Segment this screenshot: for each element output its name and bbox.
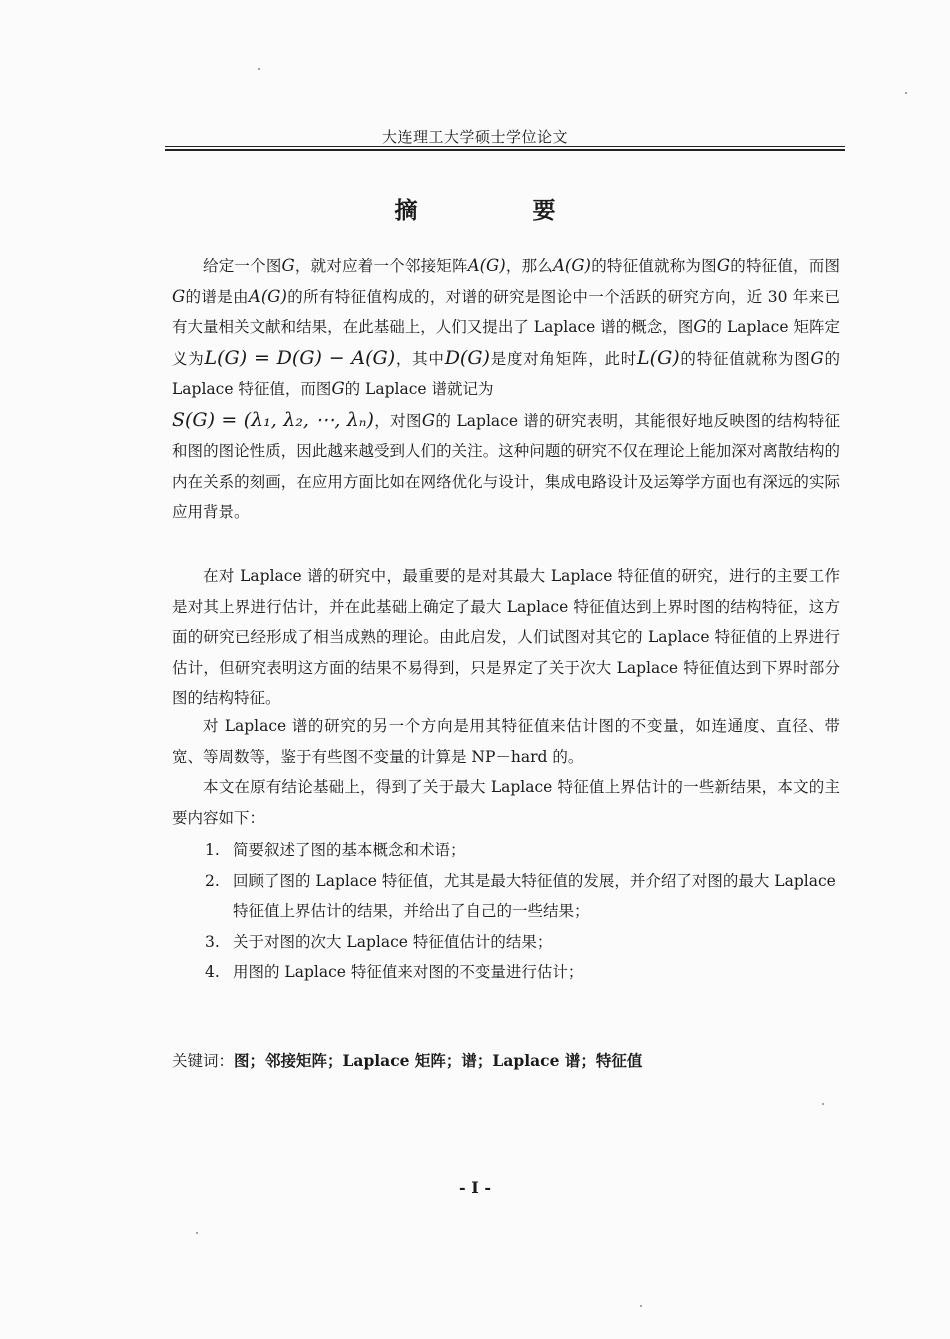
math-G: G (331, 379, 345, 398)
header-rule-thick (165, 149, 845, 151)
page-number: - I - (459, 1178, 491, 1197)
text-run: 的 Laplace 矩阵定义为 (172, 318, 840, 368)
text-run: 的所有特征值构成的，对谱的研究是图论中一个活跃的研究方向，近 30 年来已有大量相关文献和结果，在此基础上，人们又提出了 Laplace 谱的概念，图 (172, 287, 840, 336)
text-run: 的特征值就称为图 (590, 257, 717, 275)
abstract-paragraph-1 (172, 251, 840, 528)
header-title: 大连理工大学硕士学位论文 (381, 128, 568, 146)
list-item (205, 866, 845, 927)
list-text: 关于对图的次大 Laplace 特征值估计的结果； (233, 932, 553, 951)
list-number: 1. (205, 841, 220, 859)
math-spectrum: S(G) = (λ₁, λ₂, ⋯, λₙ) (172, 408, 374, 431)
list-number: 3. (205, 932, 220, 951)
math-L-of-G: L(G) (637, 346, 680, 369)
math-G: G (810, 348, 824, 368)
scan-speck (822, 1103, 824, 1105)
abstract-paragraph-2 (172, 561, 840, 714)
list-number: 4. (205, 963, 220, 981)
list-item (205, 957, 845, 988)
text-run: ，其中 (395, 349, 445, 368)
list-text: 简要叙述了图的基本概念和术语； (233, 841, 466, 859)
math-A-of-G: A(G) (553, 256, 591, 275)
list-number: 2. (205, 871, 220, 890)
math-G: G (716, 256, 731, 275)
abstract-title: 摘 要 (394, 197, 602, 224)
header-rule (165, 146, 845, 147)
math-laplacian-definition: L(G) = D(G) − A(G) (204, 346, 396, 369)
paragraph-text: 本文在原有结论基础上，得到了关于最大 Laplace 特征值上界估计的一些新结果，本文的主要内容如下： (172, 778, 840, 827)
list-text: 用图的 Laplace 特征值来对图的不变量进行估计； (233, 963, 584, 981)
text-run: 的 Laplace 谱就记为 (344, 380, 494, 398)
text-run: ，就对应着一个邻接矩阵 (294, 257, 468, 275)
math-D-of-G: D(G) (444, 346, 490, 369)
list-text: 回顾了图的 Laplace 特征值，尤其是最大特征值的发展，并介绍了对图的最大 Laplace 特征值上界估计的结果，并给出了自己的一些结果； (233, 871, 836, 920)
scan-speck (196, 1232, 198, 1234)
text-run: 给定一个图 (203, 257, 282, 275)
paragraph-text: 在对 Laplace 谱的研究中，最重要的是对其最大 Laplace 特征值的研究，进行的主要工作是对其上界进行估计，并在此基础上确定了最大 Laplace 特征值达到上界时图的结构特征，这方面的研究已经形成了相当成熟的理论。由此启发，人们试图对其它的 Laplace 特征值的上界进行估计，但研究表明这方面的结果不易得到，只是界定了关于次大 Laplace 特征值达到下界时部分图的结构特征。 (172, 567, 840, 707)
text-run: 的特征值就称为图 (679, 349, 811, 368)
text-run: 的谱是由 (185, 287, 249, 306)
math-A-of-G: A(G) (248, 286, 287, 306)
list-item (205, 835, 845, 866)
abstract-paragraph-4 (172, 772, 840, 833)
math-G: G (172, 286, 186, 306)
scan-speck (640, 1305, 642, 1307)
text-run: ，那么 (505, 257, 553, 275)
keywords-terms: 图；邻接矩阵；Laplace 矩阵；谱；Laplace 谱；特征值 (234, 1051, 643, 1070)
list-item (205, 927, 845, 958)
text-run: 的特征值，而图 (730, 257, 840, 275)
text-run: 的 Laplace 谱的研究表明，其能很好地反映图的结构特征和图的图论性质，因此越来越受到人们的关注。这种问题的研究不仅在理论上能加深对离散结构的内在关系的刻画，在应用方面比如在网络优化与设计，集成电路设计及运筹学方面也有深远的实际应用背景。 (172, 411, 840, 521)
abstract-paragraph-3 (172, 711, 840, 772)
math-G: G (693, 317, 707, 336)
text-run: 的 Laplace 特征值，而图 (172, 349, 840, 398)
math-G: G (281, 256, 295, 275)
math-G: G (421, 410, 436, 430)
paragraph-text: 对 Laplace 谱的研究的另一个方向是用其特征值来估计图的不变量，如连通度、直径、带宽、等周数等，鉴于有些图不变量的计算是 NP－hard 的。 (172, 717, 840, 766)
keywords (172, 1049, 642, 1071)
scan-speck (258, 68, 260, 70)
math-A-of-G: A(G) (467, 256, 506, 275)
scan-speck (905, 92, 907, 94)
keywords-label: 关键词： (172, 1052, 235, 1070)
contents-list (205, 835, 845, 988)
text-run: 是度对角矩阵，此时 (489, 349, 638, 368)
text-run: ，对图 (373, 411, 422, 430)
